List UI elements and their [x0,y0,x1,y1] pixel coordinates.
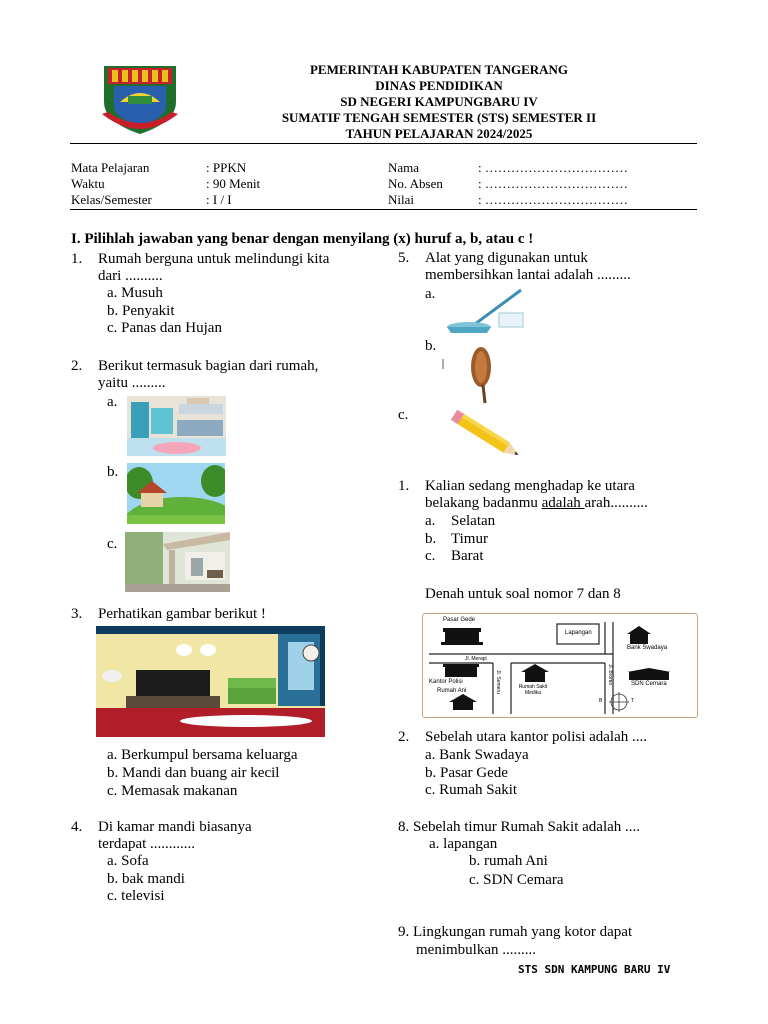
info-time-value: : 90 Menit [206,176,261,191]
q4-number: 4. [71,819,83,835]
q5-option-b-label: b. [425,338,437,354]
info-name-value: : …………………………… [478,160,628,175]
info-subject-label: Mata Pelajaran [71,160,150,175]
map-label-jl-bromo: Jl. Bromo [607,664,613,686]
q2-number: 2. [71,358,83,374]
q3-option-a: a. Berkumpul bersama keluarga [107,747,298,763]
map-label-jl-semeru: Jl. Semeru [495,670,501,694]
q9-text-1: 9. Lingkungan rumah yang kotor dapat [398,924,633,940]
q4-option-a: a. Sofa [107,853,149,869]
pencil-image [446,410,531,462]
info-score-label: Nilai [388,192,414,207]
q8-option-a: a. lapangan [429,836,498,852]
q3-option-b: b. Mandi dan buang air kecil [107,765,280,781]
footer-text: STS SDN KAMPUNG BARU IV [518,963,671,976]
q2-option-b-label: b. [107,464,119,480]
info-absen-value: : …………………………… [478,176,628,191]
q9-text-2: menimbulkan ......... [416,942,536,958]
q8-text-1: 8. Sebelah timur Rumah Sakit adalah .... [398,819,641,835]
q1-text-2: dari .......... [98,268,163,284]
info-divider [70,209,697,210]
q6-text-2-underlined: adalah [541,495,585,511]
q2-option-c-label: c. [107,536,118,552]
q2-option-a-label: a. [107,394,118,410]
info-subject-value: : PPKN [206,160,247,175]
header-line-1: PEMERINTAH KABUPATEN TANGERANG [309,62,569,77]
q4-option-c: c. televisi [107,888,165,904]
kitchen-image [127,396,226,456]
map-compass-east: T [631,698,635,704]
map-label-bank-swadaya: Bank Swadaya [627,645,668,651]
q6-option-a-letter: a. [425,513,436,529]
header-line-2: DINAS PENDIDIKAN [375,78,503,93]
q6-text-2-post: arah.......... [584,495,648,511]
q6-option-c-letter: c. [425,548,436,564]
q3-option-c: c. Memasak makanan [107,783,238,799]
map-label-sdn-cemara: SDN Cemara [631,681,667,687]
q3-text-1: Perhatikan gambar berikut ! [98,606,266,622]
q7-text-1: Sebelah utara kantor polisi adalah .... [425,729,648,745]
map-label-lapangan: Lapangan [565,630,592,636]
header-divider [70,143,697,144]
q6-number: 1. [398,478,410,494]
q5-option-c-label: c. [398,407,409,423]
q1-option-c: c. Panas dan Hujan [107,320,222,336]
map-label-rumah-sakit: Rumah Sakit Medika [518,684,548,696]
map-compass-west: B [599,698,603,704]
q7-option-a: a. Bank Swadaya [425,747,529,763]
q8-option-b: b. rumah Ani [469,853,548,869]
q7-number: 2. [398,729,410,745]
info-absen-label: No. Absen [388,176,443,191]
q7-option-b: b. Pasar Gede [425,765,508,781]
info-name-label: Nama [388,160,420,175]
q2-text-2: yaitu ......... [98,375,166,391]
q6-text-2 [425,494,648,512]
q1-option-b: b. Penyakit [107,303,175,319]
neighborhood-map [422,613,698,718]
q1-option-a: a. Musuh [107,285,163,301]
q5-number: 5. [398,250,410,266]
q6-text-1: Kalian sedang menghadap ke utara [425,478,635,494]
q5-text-1: Alat yang digunakan untuk [425,250,588,266]
q7-option-c: c. Rumah Sakit [425,782,518,798]
q4-text-2: terdapat ............ [98,836,196,852]
map-label-jl-merapi: Jl. Merapi [465,656,487,662]
feather-duster-image [441,345,501,407]
map-label-pasar-gede: Pasar Gede [443,617,476,623]
mop-image [441,287,528,336]
q8-option-c: c. SDN Cemara [469,872,564,888]
q4-text-1: Di kamar mandi biasanya [98,819,252,835]
info-time-label: Waktu [71,176,105,191]
q1-text-1: Rumah berguna untuk melindungi kita [98,251,330,267]
info-class-label: Kelas/Semester [71,192,152,207]
q3-number: 3. [71,606,83,622]
header-line-3: SD NEGERI KAMPUNGBARU IV [340,94,538,109]
map-label-rumah-ani: Rumah Ani [437,688,467,694]
q6-option-b-letter: b. [425,531,437,547]
header-line-4: SUMATIF TENGAH SEMESTER (STS) SEMESTER II [281,110,597,125]
section-title: I. Pilihlah jawaban yang benar dengan menyilang (x) huruf a, b, atau c ! [71,231,534,247]
q1-number: 1. [71,251,83,267]
header-line-5: TAHUN PELAJARAN 2024/2025 [345,126,533,141]
info-class-value: : I / I [206,192,232,207]
q6-text-2-pre: belakang badanmu [425,495,542,511]
q5-text-2: membersihkan lantai adalah ......... [425,267,631,283]
garden-image [127,463,225,524]
q6-option-c: Barat [451,548,484,564]
q6-option-b: Timur [451,531,488,547]
map-label-kantor-polisi: Kantor Polisi [429,679,463,685]
porch-image [125,532,230,592]
living-room-image [96,626,325,737]
q2-text-1: Berikut termasuk bagian dari rumah, [98,358,319,374]
q5-option-a-label: a. [425,286,436,302]
q6-option-a: Selatan [451,513,496,529]
map-caption: Denah untuk soal nomor 7 dan 8 [425,586,621,602]
q4-option-b: b. bak mandi [107,871,185,887]
info-score-value: : …………………………… [478,192,628,207]
